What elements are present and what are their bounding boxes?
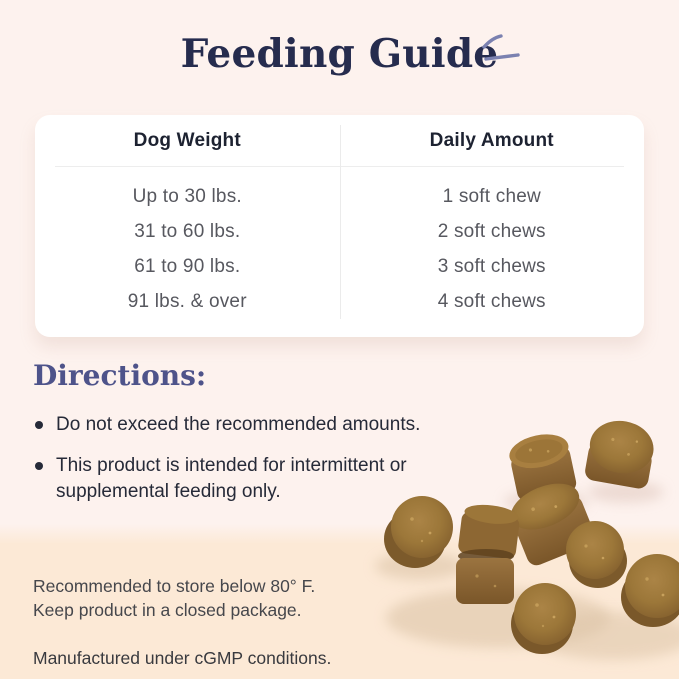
column-header-daily-amount: Daily Amount bbox=[429, 129, 554, 151]
amount-cell: 4 soft chews bbox=[437, 290, 546, 312]
weight-cell: 91 lbs. & over bbox=[127, 290, 247, 312]
chew-round bbox=[566, 521, 627, 588]
page-title: Feeding Guide bbox=[180, 31, 499, 77]
direction-text: This product is intended for intermittent or supplemental feeding only. bbox=[56, 455, 407, 502]
weight-cell: 31 to 60 lbs. bbox=[134, 220, 241, 242]
storage-line: Keep product in a closed package. bbox=[33, 599, 302, 620]
soft-chews-photo bbox=[358, 398, 679, 679]
amount-cell: 3 soft chews bbox=[437, 255, 546, 277]
chew-cut-halves bbox=[456, 502, 521, 604]
bullet-dot bbox=[35, 421, 43, 429]
manufactured-note: Manufactured under cGMP conditions. bbox=[33, 647, 332, 668]
direction-text: Do not exceed the recommended amounts. bbox=[56, 414, 421, 435]
storage-line: Recommended to store below 80° F. bbox=[33, 575, 316, 596]
storage-note bbox=[33, 574, 315, 622]
weight-cell: Up to 30 lbs. bbox=[132, 185, 242, 207]
chew-round bbox=[621, 554, 679, 627]
weight-cell: 61 to 90 lbs. bbox=[134, 255, 241, 277]
header bbox=[0, 30, 679, 78]
column-header-dog-weight: Dog Weight bbox=[133, 129, 241, 151]
chew-cylinder bbox=[584, 416, 658, 490]
column-divider bbox=[340, 125, 341, 319]
feeding-table-card bbox=[35, 115, 644, 337]
bullet-dot bbox=[35, 462, 43, 470]
directions-heading: Directions: bbox=[33, 359, 207, 392]
amount-cell: 1 soft chew bbox=[442, 185, 541, 207]
amount-cell: 2 soft chews bbox=[437, 220, 546, 242]
